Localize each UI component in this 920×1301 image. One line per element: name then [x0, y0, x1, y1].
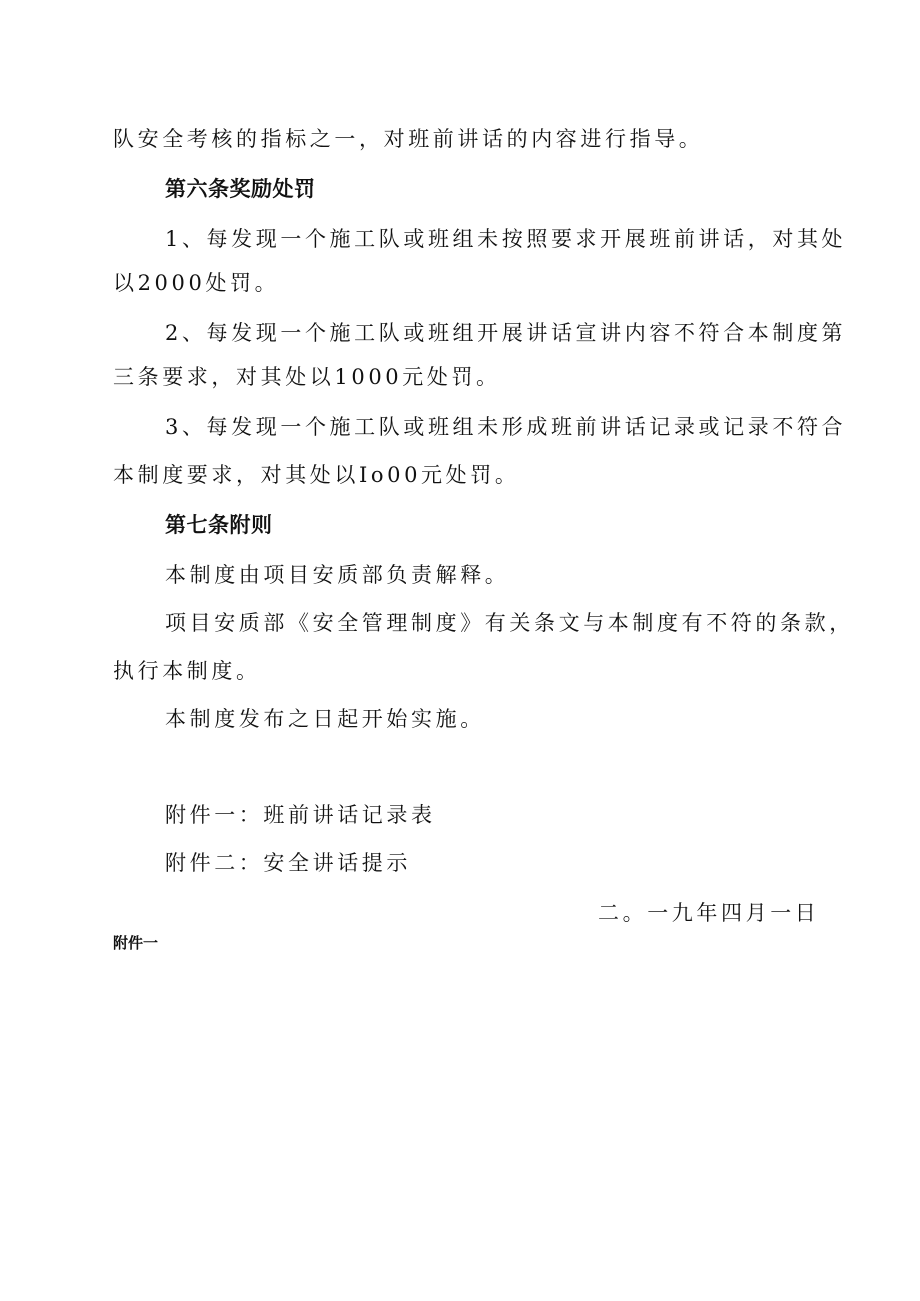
penalty-item-3-line-1: 3、每发现一个施工队或班组未形成班前讲话记录或记录不符合 [165, 415, 847, 439]
rule-effective-date: 本制度发布之日起开始实施。 [165, 707, 485, 731]
rule-conflict-line-2: 执行本制度。 [113, 659, 261, 683]
article-7-title: 第七条附则 [165, 513, 273, 537]
attachment-2-label: 附件二：安全讲话提示 [165, 851, 411, 875]
rule-conflict-line-1: 项目安质部《安全管理制度》有关条文与本制度有不符的条款， [165, 611, 854, 635]
penalty-item-1-line-1: 1、每发现一个施工队或班组未按照要求开展班前讲话，对其处 [165, 227, 847, 251]
penalty-item-3-line-2: 本制度要求，对其处以Io00元处罚。 [113, 463, 520, 487]
article-6-title: 第六条奖励处罚 [165, 177, 316, 201]
penalty-item-1-line-2: 以2000处罚。 [113, 271, 280, 295]
issue-date: 二。一九年四月一日 [598, 901, 820, 925]
penalty-item-2-line-1: 2、每发现一个施工队或班组开展讲话宣讲内容不符合本制度第 [165, 321, 847, 345]
rule-interpretation: 本制度由项目安质部负责解释。 [165, 563, 510, 587]
penalty-item-2-line-2: 三条要求，对其处以1000元处罚。 [113, 365, 501, 389]
appendix-heading: 附件一 [113, 934, 159, 952]
attachment-1-label: 附件一：班前讲话记录表 [165, 803, 436, 827]
paragraph-continuation: 队安全考核的指标之一，对班前讲话的内容进行指导。 [113, 127, 704, 151]
